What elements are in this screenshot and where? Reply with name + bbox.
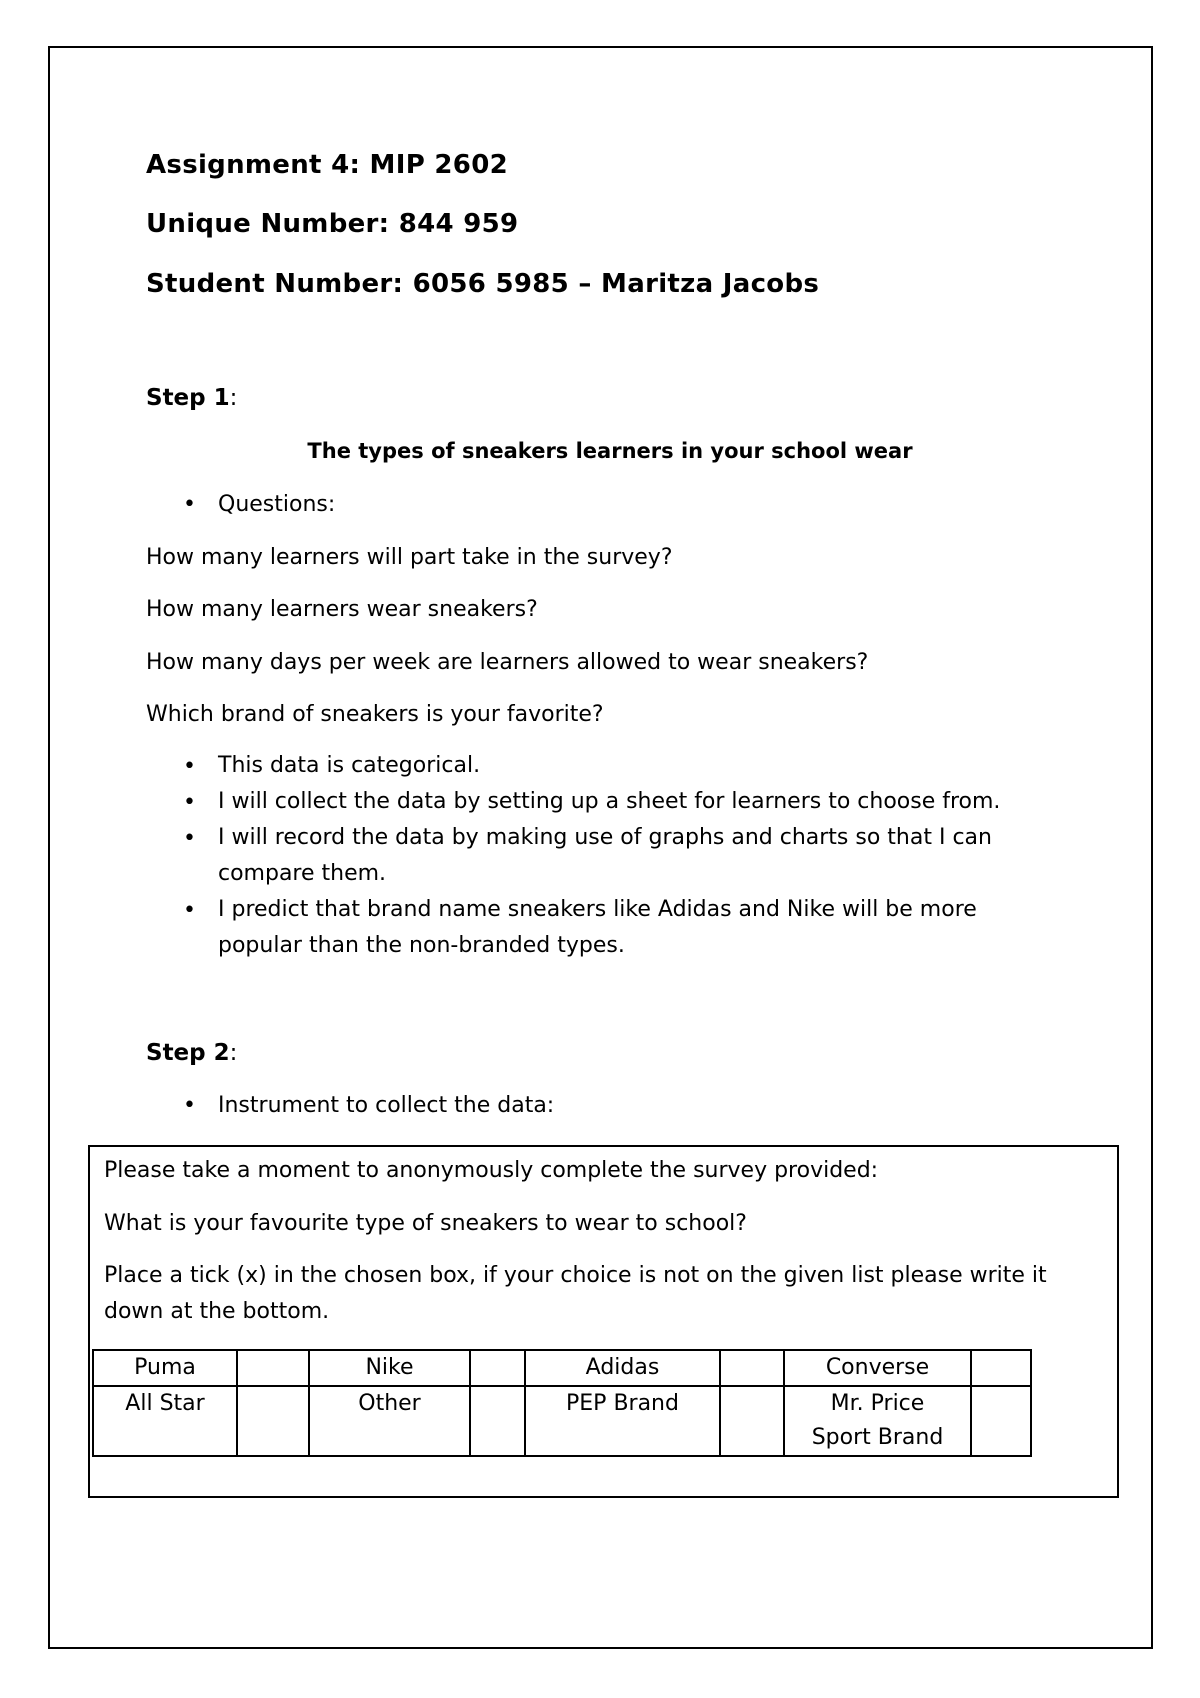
brand-label-all-star: All Star	[93, 1386, 237, 1456]
brand-label-puma: Puma	[93, 1350, 237, 1386]
brand-label-converse: Converse	[784, 1350, 971, 1386]
tick-box-other[interactable]	[470, 1386, 525, 1456]
tick-box-converse[interactable]	[971, 1350, 1031, 1386]
assignment-title: Assignment 4: MIP 2602	[146, 150, 508, 180]
point-2: I will collect the data by setting up a sheet for learners to choose from.	[218, 789, 1001, 814]
survey-intro: Please take a moment to anonymously complete the survey provided:	[104, 1158, 879, 1183]
point-1: This data is categorical.	[218, 753, 481, 778]
point-3: I will record the data by making use of graphs and charts so that I can compare them.	[218, 825, 992, 886]
tick-box-all-star[interactable]	[237, 1386, 309, 1456]
student-number: Student Number: 6056 5985 – Maritza Jacobs	[146, 269, 820, 299]
question-2: How many learners wear sneakers?	[146, 597, 538, 622]
brand-label-adidas: Adidas	[525, 1350, 720, 1386]
instrument-heading: Instrument to collect the data:	[218, 1093, 555, 1118]
step1-heading	[146, 385, 237, 411]
point-4: I predict that brand name sneakers like Adidas and Nike will be more popular than the non-branded types.	[218, 897, 977, 958]
table-row	[93, 1350, 1031, 1386]
brand-options-table	[92, 1349, 1032, 1457]
table-row	[93, 1386, 1031, 1456]
brand-label-nike: Nike	[309, 1350, 470, 1386]
question-1: How many learners will part take in the survey?	[146, 545, 673, 570]
unique-number: Unique Number: 844 959	[146, 209, 519, 239]
step1-title: The types of sneakers learners in your school wear	[307, 439, 913, 463]
bullet-icon: •	[183, 898, 196, 923]
tick-box-nike[interactable]	[470, 1350, 525, 1386]
questions-heading: Questions:	[218, 492, 336, 517]
brand-label-pep: PEP Brand	[525, 1386, 720, 1456]
step2-label: Step 2	[146, 1040, 230, 1066]
bullet-icon: •	[183, 1093, 196, 1118]
step2-colon: :	[229, 1040, 238, 1066]
tick-box-mr-price[interactable]	[971, 1386, 1031, 1456]
tick-box-adidas[interactable]	[720, 1350, 784, 1386]
tick-box-puma[interactable]	[237, 1350, 309, 1386]
brand-label-mr-price: Mr. Price Sport Brand	[784, 1386, 971, 1456]
brand-label-other: Other	[309, 1386, 470, 1456]
question-3: How many days per week are learners allowed to wear sneakers?	[146, 650, 869, 675]
question-4: Which brand of sneakers is your favorite?	[146, 702, 604, 727]
survey-instruction: Place a tick (x) in the chosen box, if your choice is not on the given list please write it down at the bottom.	[104, 1263, 1047, 1324]
tick-box-pep[interactable]	[720, 1386, 784, 1456]
bullet-icon: •	[183, 826, 196, 851]
step1-label: Step 1	[146, 385, 230, 411]
bullet-icon: •	[183, 492, 196, 517]
bullet-icon: •	[183, 754, 196, 779]
step2-heading	[146, 1040, 237, 1066]
bullet-icon: •	[183, 790, 196, 815]
step1-colon: :	[229, 385, 238, 411]
survey-question: What is your favourite type of sneakers to wear to school?	[104, 1211, 747, 1236]
